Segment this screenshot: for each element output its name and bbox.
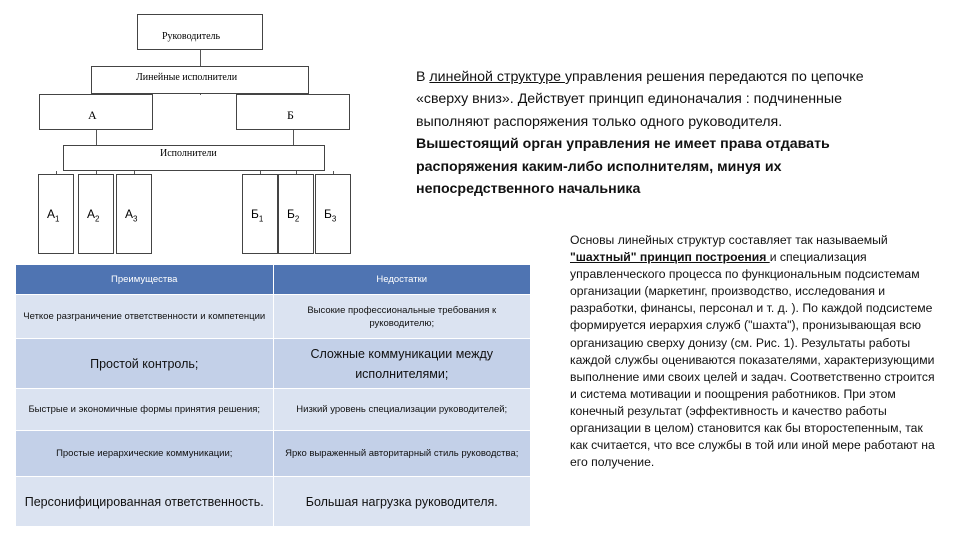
sub-a1-label: $А_1$ — [47, 207, 60, 224]
sub-b1-label: $Б_1$ — [251, 207, 264, 224]
disadvantage-cell: Высокие профессиональные требования к руководителю; — [273, 295, 531, 339]
disadvantage-cell: Сложные коммуникации между исполнителями; — [273, 339, 531, 389]
executors-box — [63, 145, 325, 171]
advantage-cell: Простые иерархические коммуникации; — [16, 431, 274, 477]
disadvantage-cell: Низкий уровень специализации руководителей; — [273, 389, 531, 431]
line-executors-box — [91, 66, 309, 94]
sub-a2-box — [78, 174, 114, 254]
manager-label: Руководитель — [162, 31, 221, 42]
dept-b-label: Б — [287, 108, 294, 122]
disadvantage-cell: Большая нагрузка руководителя. — [273, 477, 531, 527]
dept-a-label: А — [88, 108, 97, 122]
pros-cons-table — [15, 264, 531, 527]
sub-b1-box — [242, 174, 278, 254]
intro-paragraph: В линейной структуре управления решения передаются по цепочке «сверху вниз». Действует принцип единоначалия : подчиненные выполняют распоряжения только одного руководителя. Вышестоящий орган управления не имеет права отдавать распоряжения каким-либо исполнителям, минуя их непосредственного начальника — [416, 69, 864, 198]
dept-a-box — [39, 94, 153, 130]
shaft-principle-paragraph: Основы линейных структур составляет так называемый "шахтный" принцип построения и специализация управленческого процесса по функциональным подсистемам организации (маркетинг, производство, исследования и разработки, финансы, персонал и т. д. ). По каждой подсистеме формируется иерархия служб ("шахта"), пронизывающая всю организацию сверху донизу (см. Рис. 1). Результаты работы каждой службы оцениваются показателями, характеризующими выполнение ими своих целей и задач. Соответственно строится и система мотивации и поощрения работников. При этом конечный результат (эффективность и качество работы организации в целом) становится как бы второстепенным, так как считается, что все службы в той или иной мере работают на его получение. — [570, 233, 935, 470]
disadvantage-cell: Ярко выраженный авторитарный стиль руководства; — [273, 431, 531, 477]
manager-box — [137, 14, 263, 50]
line-executors-label: Линейные исполнители — [136, 72, 238, 83]
sub-a2-label: $А_2$ — [87, 207, 100, 224]
executors-label: Исполнители — [160, 148, 217, 159]
org-chart — [0, 0, 420, 262]
shaft-principle-term: "шахтный" принцип построения — [570, 250, 770, 265]
header-advantages: Преимущества — [16, 265, 274, 295]
dept-b-box — [236, 94, 350, 130]
sub-b2-label: $Б_2$ — [287, 207, 300, 224]
advantage-cell: Персонифицированная ответственность. — [16, 477, 274, 527]
sub-b3-label: $Б_3$ — [324, 207, 337, 224]
advantage-cell: Четкое разграничение ответственности и компетенции — [16, 295, 274, 339]
advantage-cell: Простой контроль; — [16, 339, 274, 389]
sub-a3-label: $А_3$ — [125, 207, 138, 224]
sub-b2-box — [278, 174, 314, 254]
intro-bold-statement: Вышестоящий орган управления не имеет права отдавать распоряжения каким-либо исполнителям, минуя их непосредственного начальника — [416, 136, 830, 198]
header-disadvantages: Недостатки — [273, 265, 531, 295]
advantage-cell: Быстрые и экономичные формы принятия решения; — [16, 389, 274, 431]
sub-a1-box — [38, 174, 74, 254]
sub-a3-box — [116, 174, 152, 254]
sub-b3-box — [315, 174, 351, 254]
